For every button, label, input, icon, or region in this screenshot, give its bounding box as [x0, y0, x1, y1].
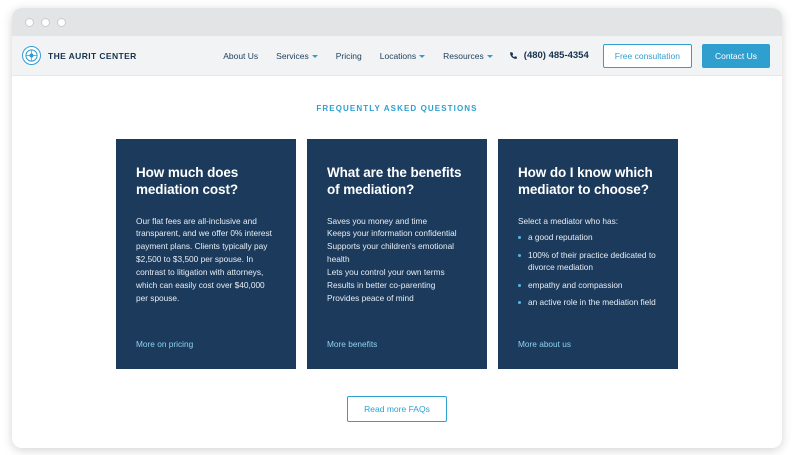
nav-item-label: Locations: [379, 50, 417, 61]
faq-card-title: What are the benefits of mediation?: [327, 165, 462, 198]
footer-cta: [12, 396, 782, 422]
nav-item-label: Services: [276, 50, 309, 61]
maximize-dot[interactable]: [57, 18, 66, 27]
faq-card-bullet-list: [518, 231, 658, 308]
faq-card-intro: Select a mediator who has:: [518, 215, 619, 226]
faq-card-mediator[interactable]: [498, 139, 678, 369]
faq-card-line: Provides peace of mind: [327, 292, 414, 303]
section-eyebrow: FREQUENTLY ASKED QUESTIONS: [316, 104, 478, 113]
faq-card-link-about-us[interactable]: More about us: [518, 339, 572, 349]
minimize-dot[interactable]: [41, 18, 50, 27]
page-viewport: [12, 36, 782, 448]
list-item: a good reputation: [518, 231, 658, 243]
faq-card-body: [136, 215, 276, 305]
faq-card-line: Lets you control your own terms: [327, 266, 445, 277]
faq-card-link-pricing[interactable]: More on pricing: [136, 339, 194, 349]
circular-logo-mark-icon: [22, 46, 41, 65]
brand-name: THE AURIT CENTER: [48, 50, 137, 61]
nav-item-locations[interactable]: [380, 51, 425, 61]
faq-card-paragraph: Our flat fees are all-inclusive and transparent, and we offer 0% interest payment plans. Clients typically pay $2,500 to $3,500 per spouse. In contrast to litigation with attorneys, which can easily cost over $40,000 per spouse.: [136, 215, 272, 303]
close-dot[interactable]: [25, 18, 34, 27]
faq-card-line: Saves you money and time: [327, 215, 428, 226]
brand-logo[interactable]: [22, 46, 137, 65]
faq-card-benefits[interactable]: [307, 139, 487, 369]
chevron-down-icon: [312, 55, 318, 58]
chevron-down-icon: [419, 55, 425, 58]
nav-item-about-us[interactable]: [223, 51, 258, 61]
nav-item-services[interactable]: [276, 51, 318, 61]
phone-icon: [509, 51, 519, 61]
faq-card-line: Keeps your information confidential: [327, 228, 457, 239]
nav-item-label: Resources: [443, 50, 484, 61]
nav-item-resources[interactable]: [443, 51, 493, 61]
nav-item-label: Pricing: [335, 50, 362, 61]
nav-links: [223, 51, 493, 61]
faq-card-cost[interactable]: [116, 139, 296, 369]
site-navbar: [12, 36, 782, 76]
faq-card-body: [518, 215, 658, 309]
nav-item-label: About Us: [223, 50, 259, 61]
contact-us-button[interactable]: Contact Us: [702, 44, 770, 68]
chevron-down-icon: [487, 55, 493, 58]
list-item: empathy and compassion: [518, 279, 658, 291]
list-item: an active role in the mediation field: [518, 296, 658, 308]
faq-card-title: How much does mediation cost?: [136, 165, 239, 198]
browser-window: [12, 8, 782, 448]
faq-card-link-benefits[interactable]: More benefits: [327, 339, 378, 349]
faq-card-title: How do I know which mediator to choose?: [518, 165, 653, 198]
faq-card-body: [327, 215, 467, 305]
list-item: 100% of their practice dedicated to divorce mediation: [518, 249, 658, 274]
faq-cards: [12, 139, 782, 369]
browser-titlebar: [12, 8, 782, 36]
free-consultation-button[interactable]: Free consultation: [603, 44, 692, 68]
phone-link[interactable]: [509, 50, 589, 61]
read-more-faqs-button[interactable]: Read more FAQs: [347, 396, 447, 422]
phone-number: (480) 485-4354: [523, 50, 589, 61]
nav-item-pricing[interactable]: [336, 51, 362, 61]
faq-card-line: Results in better co-parenting: [327, 279, 436, 290]
faq-card-line: Supports your children's emotional health: [327, 241, 455, 265]
